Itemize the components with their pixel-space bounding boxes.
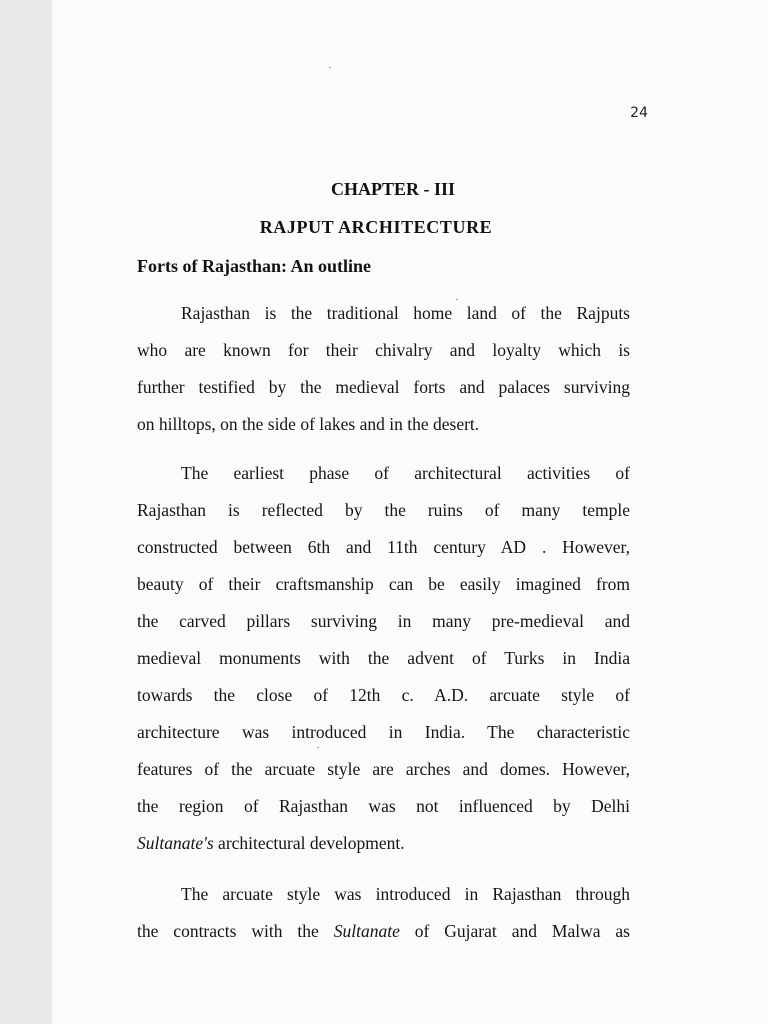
- chapter-title: RAJPUT ARCHITECTURE: [259, 217, 493, 237]
- text-fragment: of Gujarat and Malwa as: [399, 921, 630, 941]
- section-heading: Forts of Rajasthan: An outline: [137, 256, 372, 276]
- text-line: The arcuate style was introduced in Rajasthan through: [181, 884, 630, 904]
- text-line: Rajasthan is the traditional home land of the Rajputs: [181, 303, 630, 323]
- text-line: medieval monuments with the advent of Turks in India: [137, 648, 630, 668]
- italic-term: Sultanate's: [137, 833, 214, 853]
- text-line: the carved pillars surviving in many pre-medieval and: [137, 611, 630, 631]
- text-line: constructed between 6th and 11th century AD . However,: [137, 537, 630, 557]
- text-line: towards the close of 12th c. A.D. arcuate style of: [137, 685, 630, 705]
- text-line: the region of Rajasthan was not influenced by Delhi: [137, 796, 630, 816]
- italic-term: Sultanate: [333, 921, 400, 941]
- paragraph-3: [137, 876, 630, 950]
- text-line: Rajasthan is reflected by the ruins of many temple: [137, 500, 630, 520]
- text-fragment: the contracts with the: [137, 921, 334, 941]
- paragraph-2: [137, 455, 630, 862]
- text-line: who are known for their chivalry and loyalty which is: [137, 340, 630, 360]
- page-number: 24: [630, 105, 648, 121]
- text-line: on hilltops, on the side of lakes and in the desert.: [137, 414, 480, 434]
- scan-speck: [329, 67, 331, 68]
- text-fragment: architectural development.: [213, 833, 405, 853]
- paragraph-1: [137, 295, 630, 443]
- text-line: [137, 825, 630, 862]
- text-line: The earliest phase of architectural activities of: [181, 463, 630, 483]
- text-line: [137, 913, 630, 950]
- text-line: beauty of their craftsmanship can be easily imagined from: [137, 574, 630, 594]
- text-line: further testified by the medieval forts and palaces surviving: [137, 377, 630, 397]
- text-line: architecture was introduced in India. The characteristic: [137, 722, 630, 742]
- chapter-number: CHAPTER - III: [330, 179, 455, 199]
- text-line: features of the arcuate style are arches and domes. However,: [137, 759, 630, 779]
